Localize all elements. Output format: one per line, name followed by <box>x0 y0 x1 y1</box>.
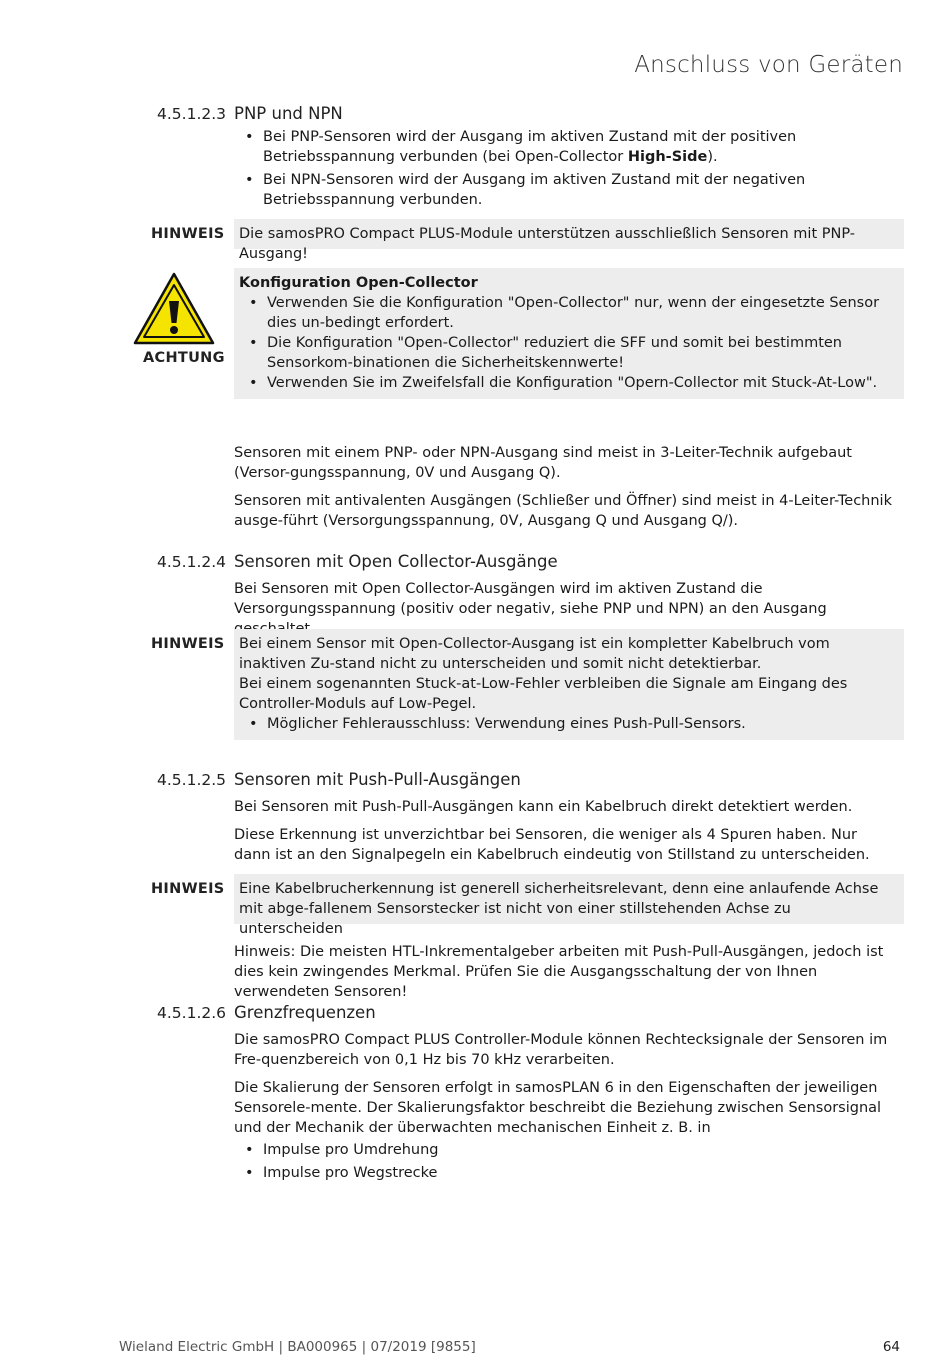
list-item: • Die Konfiguration "Open-Collector" reduziert die SFF und somit bei bestimmten Sensorkom-binationen die Sicherheitskennwerte! <box>267 333 891 373</box>
bullet-list <box>263 127 893 210</box>
hinweis-text: Bei einem sogenannten Stuck-at-Low-Fehler verbleiben die Signale am Eingang des Controller-Moduls auf Low-Pegel. <box>239 676 848 712</box>
chapter-header: Anschluss von Geräten <box>634 52 903 78</box>
warning-triangle-icon <box>132 271 216 346</box>
section-number: 4.5.1.2.5 <box>157 771 227 789</box>
section-title: Sensoren mit Push-Pull-Ausgängen <box>234 770 521 789</box>
section-number: 4.5.1.2.6 <box>157 1004 227 1022</box>
list-item: • Impulse pro Umdrehung <box>263 1140 863 1160</box>
section-number: 4.5.1.2.4 <box>157 553 227 571</box>
achtung-list <box>239 293 891 393</box>
paragraph: Hinweis: Die meisten HTL-Inkrementalgeber arbeiten mit Push-Pull-Ausgängen, jedoch ist dies kein zwingendes Merkmal. Prüfen Sie die Ausgangsschaltung der von Ihnen verwendeten Sensoren! <box>234 944 884 1000</box>
hinweis-label: HINWEIS <box>151 636 225 652</box>
paragraph: Bei Sensoren mit Push-Pull-Ausgängen kann ein Kabelbruch direkt detektiert werden. <box>234 799 853 815</box>
hinweis-text: Die samosPRO Compact PLUS-Module unterstützen ausschließlich Sensoren mit PNP-Ausgang! <box>239 226 855 262</box>
paragraph: Sensoren mit einem PNP- oder NPN-Ausgang sind meist in 3-Leiter-Technik aufgebaut (Versor-gungsspannung, 0V und Ausgang Q). <box>234 445 852 481</box>
hinweis-text: Eine Kabelbrucherkennung ist generell sicherheitsrelevant, denn eine anlaufende Achse mit abge-fallenem Sensorstecker ist nicht von einer stillstehenden Achse zu unterscheiden <box>239 881 879 937</box>
hinweis-label: HINWEIS <box>151 226 225 242</box>
page-number: 64 <box>882 1339 900 1355</box>
bullet-list <box>263 1140 863 1183</box>
list-item: • Verwenden Sie die Konfiguration "Open-Collector" nur, wenn der eingesetzte Sensor dies un-bedingt erfordert. <box>267 293 891 333</box>
hinweis-box <box>234 629 904 740</box>
paragraph: Die samosPRO Compact PLUS Controller-Module können Rechtecksignale der Sensoren im Fre-quenzbereich von 0,1 Hz bis 70 kHz verarbeiten. <box>234 1032 888 1068</box>
list-item: • Bei NPN-Sensoren wird der Ausgang im aktiven Zustand mit der negativen Betriebsspannung verbunden. <box>263 170 893 210</box>
list-item: • Verwenden Sie im Zweifelsfall die Konfiguration "Opern-Collector mit Stuck-At-Low". <box>267 373 891 393</box>
list-item: • Impulse pro Wegstrecke <box>263 1163 863 1183</box>
achtung-label: ACHTUNG <box>143 350 225 366</box>
achtung-title: Konfiguration Open-Collector <box>239 275 478 291</box>
section-title: Sensoren mit Open Collector-Ausgänge <box>234 552 558 571</box>
hinweis-list <box>239 714 899 734</box>
achtung-box <box>234 268 904 399</box>
paragraph: Die Skalierung der Sensoren erfolgt in samosPLAN 6 in den Eigenschaften der jeweiligen Sensorele-mente. Der Skalierungsfaktor beschreibt die Beziehung zwischen Sensorsignal und der Mechanik der überwachten mechanischen Einheit z. B. in <box>234 1080 882 1136</box>
list-item: • Möglicher Fehlerausschluss: Verwendung eines Push-Pull-Sensors. <box>267 714 899 734</box>
hinweis-box <box>234 874 904 937</box>
section-title: Grenzfrequenzen <box>234 1003 376 1022</box>
paragraph: Bei Sensoren mit Open Collector-Ausgängen wird im aktiven Zustand die Versorgungsspannung (positiv oder negativ, siehe PNP und NPN) an den Ausgang <box>234 581 827 617</box>
section-title: PNP und NPN <box>234 104 343 123</box>
hinweis-text: Bei einem Sensor mit Open-Collector-Ausgang ist ein kompletter Kabelbruch vom inaktiven Zu-stand nicht zu unterscheiden und somit nicht detektierbar. <box>239 636 830 672</box>
hinweis-label: HINWEIS <box>151 881 225 897</box>
section-number: 4.5.1.2.3 <box>157 105 227 123</box>
list-item: • Bei PNP-Sensoren wird der Ausgang im aktiven Zustand mit der positiven Betriebsspannung verbunden (bei Open-Collector High-Side). <box>263 127 893 167</box>
hinweis-box <box>234 219 904 262</box>
paragraph: Diese Erkennung ist unverzichtbar bei Sensoren, die weniger als 4 Spuren haben. Nur dann ist an den Signalpegeln ein Kabelbruch eindeutig von Stillstand zu unterscheiden. <box>234 827 870 863</box>
footer-text: Wieland Electric GmbH | BA000965 | 07/2019 [9855] <box>119 1339 476 1355</box>
paragraph: Sensoren mit antivalenten Ausgängen (Schließer und Öffner) sind meist in 4-Leiter-Technik ausge-führt (Versorgungsspannung, 0V, Ausgang Q und Ausgang Q/). <box>234 493 892 529</box>
